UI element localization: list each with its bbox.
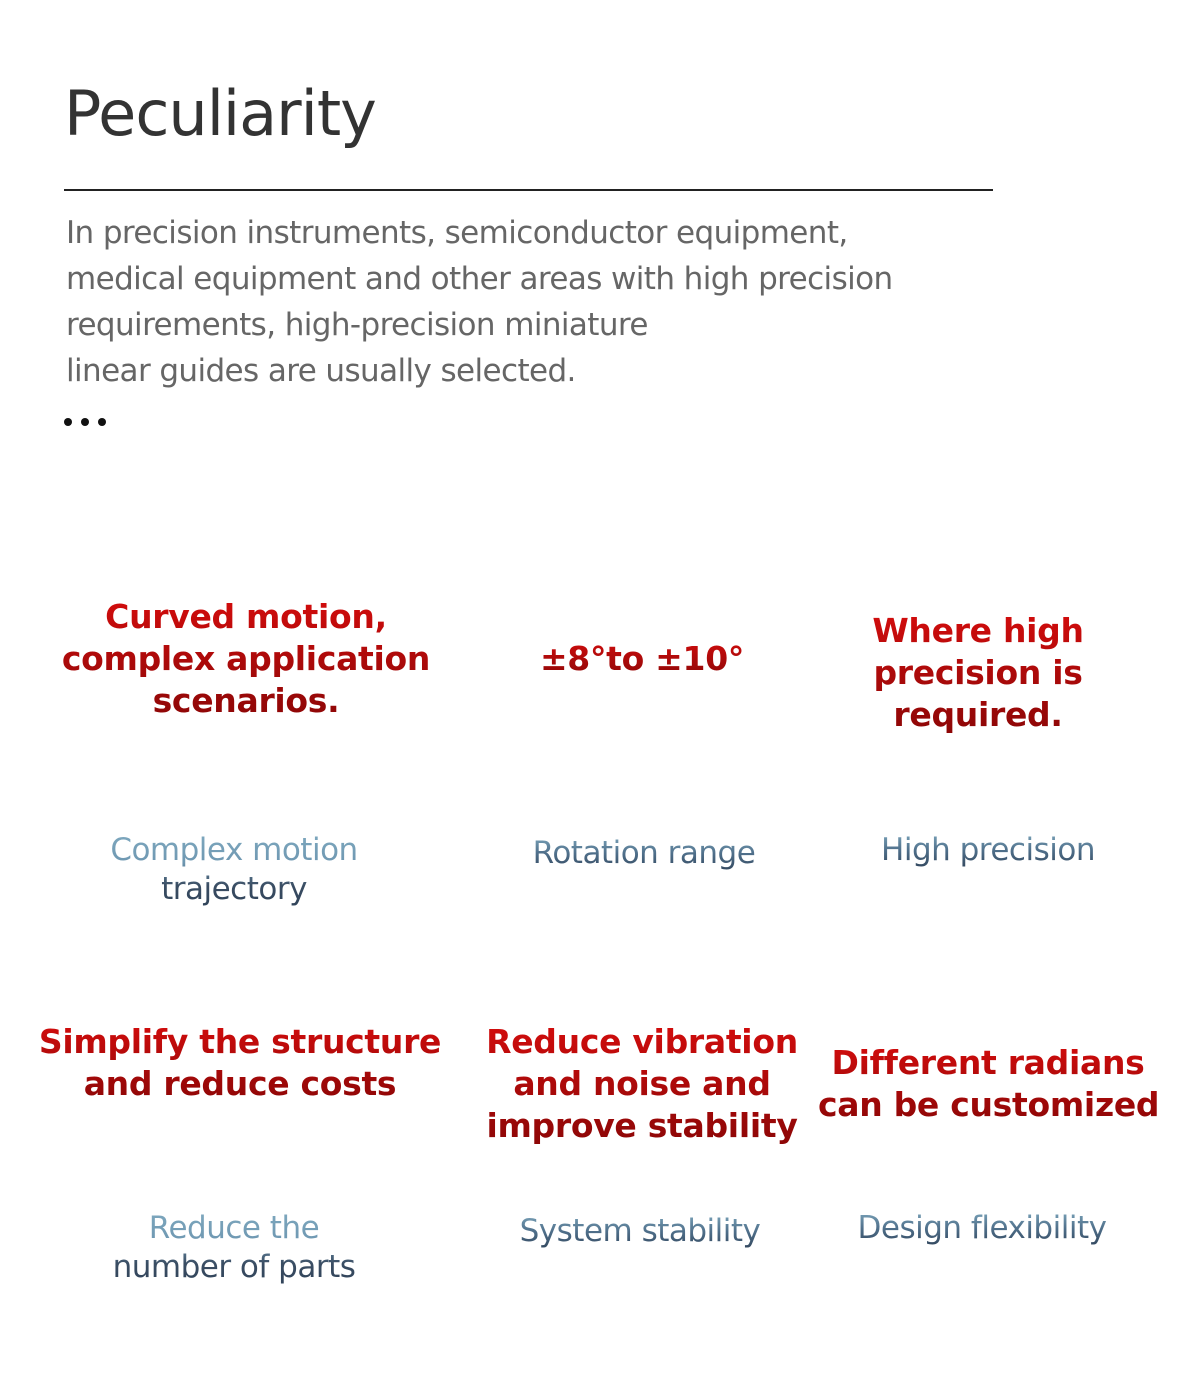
- intro-line: requirements, high-precision miniature: [66, 307, 648, 343]
- dot: [81, 418, 89, 426]
- page-title: Peculiarity: [64, 77, 376, 150]
- dot: [98, 418, 106, 426]
- feature-label-rotation-range: Rotation range: [444, 834, 844, 873]
- dot: [64, 418, 72, 426]
- feature-label-reduce-parts: Reduce the number of parts: [34, 1209, 434, 1287]
- feature-label-system-stability: System stability: [440, 1212, 840, 1251]
- title-divider: [64, 189, 993, 191]
- intro-line: In precision instruments, semiconductor equipment,: [66, 215, 848, 251]
- feature-label-complex-motion: Complex motion trajectory: [34, 831, 434, 909]
- feature-label-high-precision: High precision: [818, 831, 1158, 870]
- feature-heading-rotation-range: ±8°to ±10°: [442, 638, 842, 680]
- feature-heading-reduce-vibration: Reduce vibration and noise and improve stability: [442, 1021, 842, 1147]
- feature-heading-curved-motion: Curved motion, complex application scenarios.: [36, 596, 456, 722]
- feature-heading-different-radians: Different radians can be customized: [818, 1043, 1160, 1124]
- feature-heading-high-precision: Where high precision is required.: [808, 610, 1148, 736]
- intro-line: medical equipment and other areas with high precision: [66, 261, 893, 297]
- intro-line: linear guides are usually selected.: [66, 353, 576, 389]
- intro-paragraph: [66, 210, 966, 394]
- ellipsis-icon: [64, 418, 106, 426]
- feature-heading-simplify-structure: Simplify the structure and reduce costs: [20, 1021, 460, 1105]
- feature-label-design-flexibility: Design flexibility: [812, 1209, 1152, 1248]
